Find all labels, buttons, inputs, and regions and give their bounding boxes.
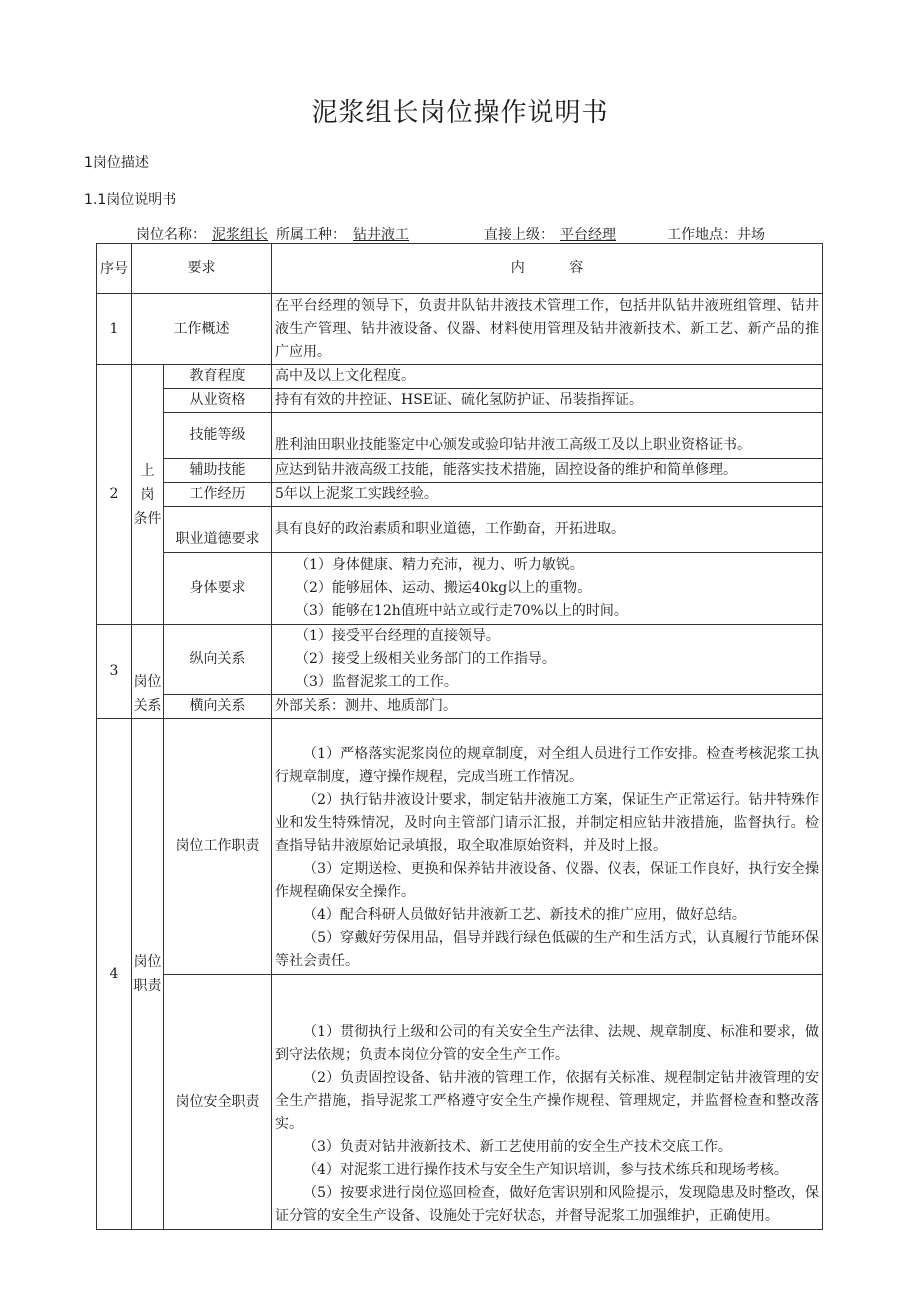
row-1-content: 在平台经理的领导下，负责井队钻井液技术管理工作，包括井队钻井液班组管理、钻井液生产管理、钻井液设备、仪器、材料使用管理及钻井液新技术、新工艺、新产品的推广应用。 <box>272 294 823 365</box>
header-no: 序号 <box>97 244 132 294</box>
job-duty-item: （5）穿戴好劳保用品，倡导并践行绿色低碳的生产和生活方式，认真履行节能环保等社会责任。 <box>275 930 819 969</box>
safety-duty-item: （5）按要求进行岗位巡回检查，做好危害识别和风险提示，发现隐患及时整改，保证分管的安全生产设备、设施处于完好状态，并督导泥浆工加强维护，正确使用。 <box>275 1185 819 1224</box>
safety-duty-item: （2）负责固控设备、钻井液的管理工作，依据有关标准、规程制定钻井液管理的安全生产措施，指导泥浆工严格遵守安全生产操作规程、管理规定，并监督检查和整改落实。 <box>275 1070 819 1132</box>
job-duty-item: （2）执行钻井液设计要求，制定钻井液施工方案，保证生产正常运行。钻井特殊作业和发生特殊情况，及时向主管部门请示汇报，并制定相应钻井液措施，监督执行。检查指导钻井液原始记录填报，取全取准原始资料，并及时上报。 <box>275 792 819 854</box>
job-duty-item: （1）严格落实泥浆岗位的规章制度，对全组人员进行工作安排。检查考核泥浆工执行规章制度，遵守操作规程，完成当班工作情况。 <box>275 746 819 785</box>
trade-value: 钻井液工 <box>353 227 409 243</box>
vertical-relation-item: （1）接受平台经理的直接领导。 <box>295 628 500 644</box>
row-3-group-b: 关系 <box>133 698 162 714</box>
supervisor-label: 直接上级： <box>484 227 554 243</box>
job-duty-item: （3）定期送检、更换和保养钻井液设备、仪器、仪表，保证工作良好，执行安全操作规程确保安全操作。 <box>275 861 819 900</box>
physical-item: （2）能够屈体、运动、搬运40kg以上的重物。 <box>295 580 592 596</box>
row-4-group-a: 岗位 <box>133 954 162 970</box>
education-value: 高中及以上文化程度。 <box>272 365 823 389</box>
position-name-value: 泥浆组长 <box>212 227 268 243</box>
skill-level-value: 胜利油田职业技能鉴定中心颁发或验印钻井液工高级工及以上职业资格证书。 <box>272 413 823 459</box>
row-4-group <box>132 719 164 1230</box>
job-duties-label: 岗位工作职责 <box>164 719 272 975</box>
horizontal-relation-value: 外部关系：测井、地质部门。 <box>272 695 823 719</box>
row-2-group <box>132 365 164 625</box>
physical-items <box>272 553 823 625</box>
page-title: 泥浆组长岗位操作说明书 <box>311 98 609 128</box>
row-2-group-a: 上 <box>140 462 155 479</box>
job-duty-item: （4）配合科研人员做好钻井液新工艺、新技术的推广应用，做好总结。 <box>303 907 746 923</box>
job-description-table <box>96 243 823 1230</box>
row-2-no: 2 <box>97 365 132 625</box>
supervisor-value: 平台经理 <box>560 227 616 243</box>
physical-label: 身体要求 <box>164 553 272 625</box>
row-1-requirement: 工作概述 <box>132 294 272 365</box>
row-1-no: 1 <box>97 294 132 365</box>
qualification-value: 持有有效的井控证、HSE证、硫化氢防护证、吊装指挥证。 <box>272 389 823 413</box>
safety-duty-item: （1）贯彻执行上级和公司的有关安全生产法律、法规、规章制度、标准和要求，做到守法依规；负责本岗位分管的安全生产工作。 <box>275 1024 819 1063</box>
ethics-label: 职业道德要求 <box>164 507 272 553</box>
aux-skill-label: 辅助技能 <box>164 459 272 483</box>
row-4-group-b: 职责 <box>133 978 162 994</box>
safety-duties-label: 岗位安全职责 <box>164 975 272 1230</box>
safety-duties-items <box>272 975 823 1230</box>
work-location: 工作地点：井场 <box>667 227 765 243</box>
physical-item: （1）身体健康、精力充沛，视力、听力敏锐。 <box>295 557 584 573</box>
job-duties-items <box>272 719 823 975</box>
qualification-label: 从业资格 <box>164 389 272 413</box>
row-2-group-c: 条件 <box>133 510 162 527</box>
physical-item: （3）能够在12h值班中站立或行走70%以上的时间。 <box>295 603 628 619</box>
section-heading-1-1: 1.1岗位说明书 <box>84 192 177 208</box>
vertical-relation-items <box>272 625 823 695</box>
row-3-no: 3 <box>97 625 132 719</box>
vertical-relation-item: （3）监督泥浆工的工作。 <box>295 674 458 690</box>
ethics-value: 具有良好的政治素质和职业道德，工作勤奋，开拓进取。 <box>272 507 823 553</box>
header-requirement: 要求 <box>132 244 272 294</box>
row-3-group <box>132 625 164 719</box>
header-content: 内 容 <box>272 244 823 294</box>
aux-skill-value: 应达到钻井液高级工技能，能落实技术措施，固控设备的维护和简单修理。 <box>272 459 823 483</box>
work-experience-label: 工作经历 <box>164 483 272 507</box>
education-label: 教育程度 <box>164 365 272 389</box>
vertical-relation-item: （2）接受上级相关业务部门的工作指导。 <box>295 651 556 667</box>
row-4-no: 4 <box>97 719 132 1230</box>
horizontal-relation-label: 横向关系 <box>164 695 272 719</box>
vertical-relation-label: 纵向关系 <box>164 625 272 695</box>
row-2-group-b: 岗 <box>140 486 155 503</box>
skill-level-label: 技能等级 <box>164 413 272 459</box>
work-experience-value: 5年以上泥浆工实践经验。 <box>272 483 823 507</box>
section-heading-1: 1岗位描述 <box>84 155 149 171</box>
position-name-label: 岗位名称： <box>136 227 206 243</box>
safety-duty-item: （4）对泥浆工进行操作技术与安全生产知识培训，参与技术练兵和现场考核。 <box>303 1162 788 1178</box>
trade-label: 所属工种： <box>276 227 346 243</box>
safety-duty-item: （3）负责对钻井液新技术、新工艺使用前的安全生产技术交底工作。 <box>303 1139 732 1155</box>
row-3-group-a: 岗位 <box>133 674 162 690</box>
